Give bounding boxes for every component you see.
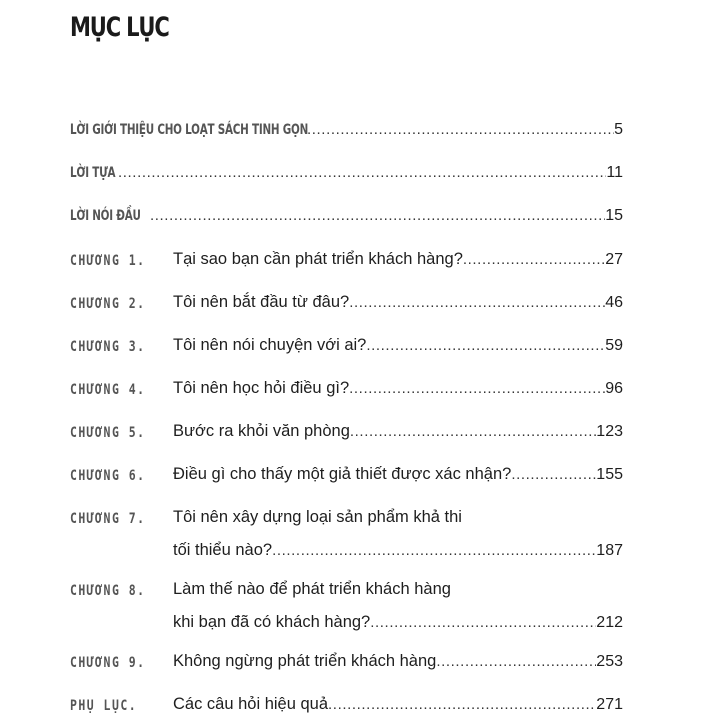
- page-number: 27: [605, 251, 623, 268]
- toc-entry-intro: [70, 121, 623, 139]
- dot-leader: [436, 653, 596, 670]
- dot-leader: [349, 294, 605, 311]
- toc-entry-foreword: [70, 164, 623, 182]
- chapter-label: PHỤ LỤC.: [70, 698, 138, 714]
- entry-title: LỜI TỰA: [70, 165, 116, 181]
- page-title: MỤC LỤC: [70, 12, 169, 43]
- chapter-label: CHƯƠNG 9.: [70, 655, 146, 671]
- dot-leader: [370, 614, 596, 631]
- dot-leader: [349, 380, 605, 397]
- chapter-title: Tôi nên bắt đầu từ đâu?: [173, 293, 350, 311]
- chapter-label: CHƯƠNG 4.: [70, 382, 146, 398]
- dot-leader: [272, 542, 596, 559]
- page-number: 155: [596, 466, 623, 483]
- chapter-title: Tôi nên xây dựng loại sản phẩm khả thi: [173, 508, 462, 526]
- page-number: 271: [596, 696, 623, 713]
- chapter-title: Điều gì cho thấy một giả thiết được xác nhận?: [173, 465, 512, 483]
- entry-title: LỜI GIỚI THIỆU CHO LOẠT SÁCH TINH GỌN: [70, 122, 309, 138]
- dot-leader: [350, 423, 596, 440]
- page-number: 46: [605, 294, 623, 311]
- dot-leader: [328, 696, 596, 713]
- entry-title: LỜI NÓI ĐẦU: [70, 208, 141, 224]
- page-number: 96: [605, 380, 623, 397]
- chapter-title: Làm thế nào để phát triển khách hàng: [173, 580, 451, 598]
- chapter-label: CHƯƠNG 8.: [70, 583, 146, 599]
- chapter-title: Tôi nên nói chuyện với ai?: [173, 336, 367, 354]
- chapter-title: Bước ra khỏi văn phòng: [173, 422, 350, 440]
- chapter-label: CHƯƠNG 5.: [70, 425, 146, 441]
- page-number: 187: [596, 542, 623, 559]
- chapter-label: CHƯƠNG 1.: [70, 253, 146, 269]
- dot-leader: [511, 466, 596, 483]
- toc-entry-preface: [70, 207, 623, 225]
- page-number: 11: [606, 164, 623, 181]
- chapter-title: Các câu hỏi hiệu quả: [173, 695, 329, 713]
- dot-leader: [463, 251, 605, 268]
- page-number: 123: [596, 423, 623, 440]
- page-number: 5: [614, 121, 623, 138]
- page-number: 212: [596, 614, 623, 631]
- dot-leader: [307, 121, 614, 138]
- dot-leader: [366, 337, 605, 354]
- chapter-label: CHƯƠNG 3.: [70, 339, 146, 355]
- chapter-title-continued: khi bạn đã có khách hàng?: [173, 613, 371, 631]
- dot-leader: [118, 164, 606, 181]
- chapter-label: CHƯƠNG 7.: [70, 511, 146, 527]
- chapter-title: Không ngừng phát triển khách hàng: [173, 652, 437, 670]
- page-number: 253: [596, 653, 623, 670]
- chapter-label: CHƯƠNG 2.: [70, 296, 146, 312]
- chapter-title-continued: tối thiểu nào?: [173, 541, 273, 559]
- page-number: 15: [605, 207, 623, 224]
- dot-leader: [150, 207, 605, 224]
- page-number: 59: [605, 337, 623, 354]
- chapter-title: Tôi nên học hỏi điều gì?: [173, 379, 350, 397]
- chapter-title: Tại sao bạn cần phát triển khách hàng?: [173, 250, 463, 268]
- chapter-label: CHƯƠNG 6.: [70, 468, 146, 484]
